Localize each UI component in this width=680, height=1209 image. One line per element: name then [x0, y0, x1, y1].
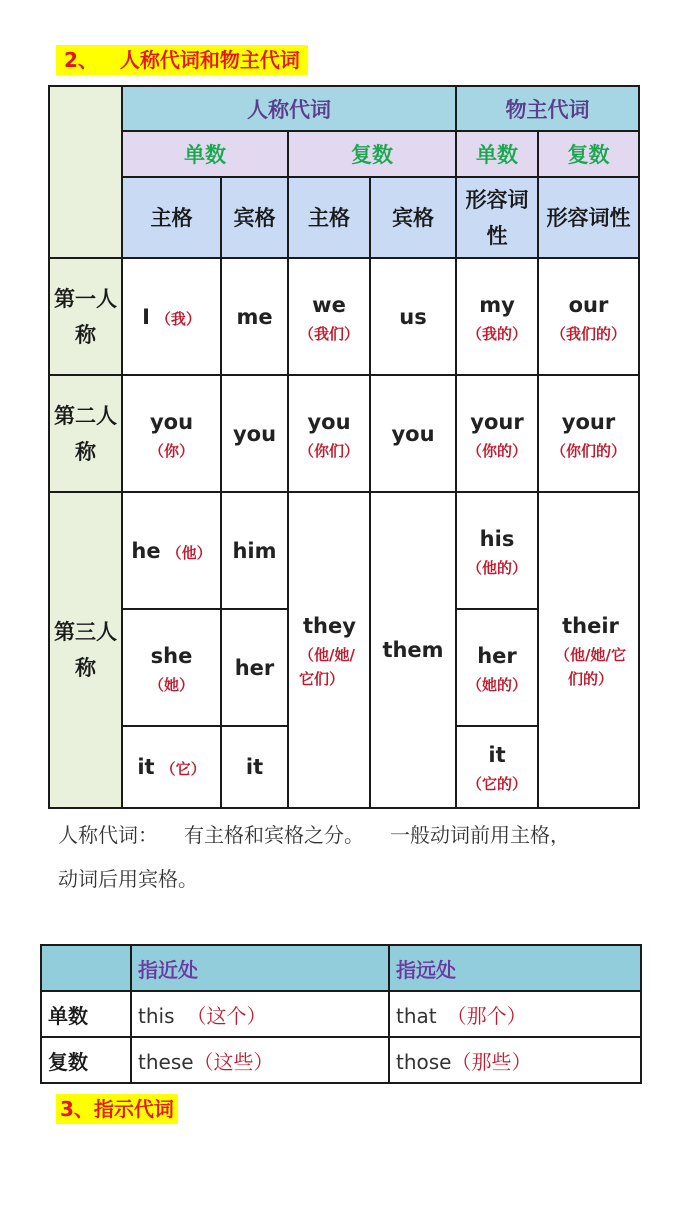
- cell-them: them: [370, 492, 456, 808]
- cell-that: that （那个）: [389, 991, 641, 1037]
- cell-this: this （这个）: [131, 991, 389, 1037]
- cell-we: we （我们）: [288, 258, 370, 375]
- header-personal-pronouns: 人称代词: [122, 86, 456, 131]
- cell-he: he （他）: [122, 492, 221, 609]
- row-label-plural: 复数: [41, 1037, 131, 1083]
- header-far: 指远处: [389, 945, 641, 991]
- heading-number: 2、: [64, 48, 98, 72]
- header-plural-object-case: 宾格: [370, 177, 456, 258]
- cell-its: it （它的）: [456, 726, 538, 808]
- cell-us: us: [370, 258, 456, 375]
- cell-you-plural-subject: you （你们）: [288, 375, 370, 492]
- header-adjective-singular: 形容词性: [456, 177, 538, 258]
- cell-you-plural-object: you: [370, 375, 456, 492]
- cell-him: him: [221, 492, 288, 609]
- cell-she: she （她）: [122, 609, 221, 726]
- header-plural-subject-case: 主格: [288, 177, 370, 258]
- cell-their: their （他/她/它们的）: [538, 492, 639, 808]
- cell-her-possessive: her （她的）: [456, 609, 538, 726]
- cell-your-singular: your （你的）: [456, 375, 538, 492]
- section-heading-2: [56, 45, 308, 75]
- section-heading-3: [56, 1094, 178, 1124]
- cell-these: these（这些）: [131, 1037, 389, 1083]
- row-label-third-person: 第三人称: [49, 492, 122, 808]
- table-corner: [49, 86, 122, 258]
- cell-those: those（那些）: [389, 1037, 641, 1083]
- cell-you-subject: you （你）: [122, 375, 221, 492]
- demo-corner: [41, 945, 131, 991]
- row-label-second-person: 第二人称: [49, 375, 122, 492]
- cell-his: his （他的）: [456, 492, 538, 609]
- cell-they: they （他/她/它们）: [288, 492, 370, 808]
- header-singular: 单数: [122, 131, 288, 177]
- heading-title: 人称代词和物主代词: [119, 48, 300, 72]
- row-label-singular: 单数: [41, 991, 131, 1037]
- row-label-first-person: 第一人称: [49, 258, 122, 375]
- cell-your-plural: your （你们的）: [538, 375, 639, 492]
- cell-it: it （它）: [122, 726, 221, 808]
- header-possessive-plural: 复数: [538, 131, 639, 177]
- cell-her-object: her: [221, 609, 288, 726]
- header-object-case: 宾格: [221, 177, 288, 258]
- header-near: 指近处: [131, 945, 389, 991]
- cell-my: my （我的）: [456, 258, 538, 375]
- pronoun-rule-note: 人称代词： 有主格和宾格之分。 一般动词前用主格， 动词后用宾格。: [58, 823, 570, 891]
- cell-me: me: [221, 258, 288, 375]
- heading-title: 3、指示代词: [60, 1097, 174, 1121]
- header-subject-case: 主格: [122, 177, 221, 258]
- pronoun-table: [48, 85, 640, 809]
- header-possessive-singular: 单数: [456, 131, 538, 177]
- header-possessive-pronouns: 物主代词: [456, 86, 639, 131]
- cell-you-object: you: [221, 375, 288, 492]
- cell-it-object: it: [221, 726, 288, 808]
- header-plural: 复数: [288, 131, 456, 177]
- cell-our: our （我们的）: [538, 258, 639, 375]
- header-adjective-plural: 形容词性: [538, 177, 639, 258]
- cell-i: I （我）: [122, 258, 221, 375]
- demonstrative-table: [40, 944, 642, 1084]
